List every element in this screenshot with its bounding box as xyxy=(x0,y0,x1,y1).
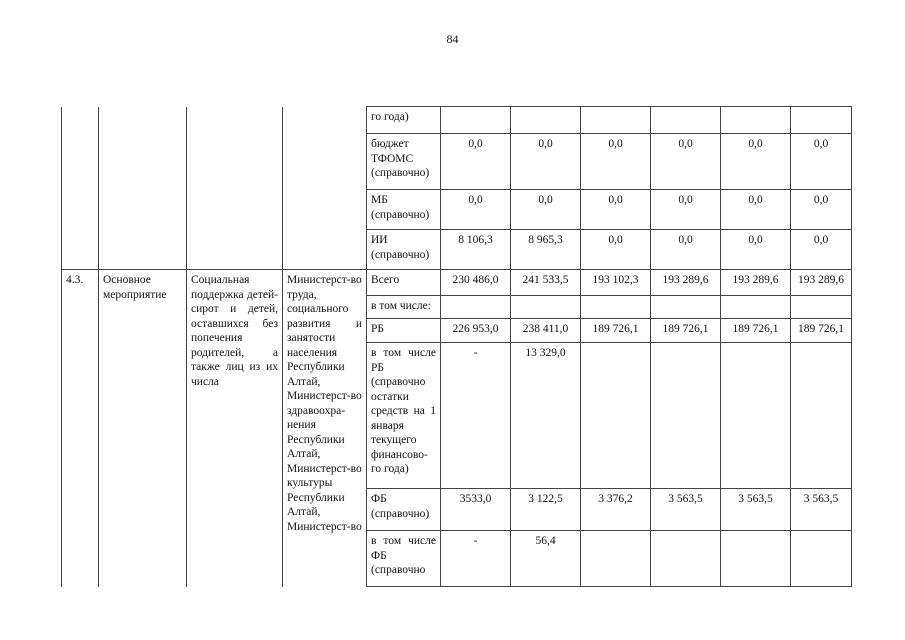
cell-value xyxy=(791,107,852,134)
cell-value: 0,0 xyxy=(721,134,791,190)
cell-value: 3 563,5 xyxy=(791,489,852,531)
measure-name: Социальная поддержка детей-сирот и детей, оставшихся без попечения родителей, а также лиц из их числа xyxy=(187,270,283,587)
cell-value xyxy=(721,531,791,587)
cell-value xyxy=(791,296,852,319)
cell-value: 3533,0 xyxy=(441,489,511,531)
table-row xyxy=(62,107,852,134)
cell-value: 8 965,3 xyxy=(511,230,581,270)
cell-source: Всего xyxy=(367,270,441,296)
cell-value xyxy=(581,296,651,319)
cell-value xyxy=(721,296,791,319)
cell-source: в том числе РБ (справочно остатки средств на 1 января текущего финансово-го года) xyxy=(367,343,441,489)
cell-value: 241 533,5 xyxy=(511,270,581,296)
cell-value: 0,0 xyxy=(721,230,791,270)
cell-value: 230 486,0 xyxy=(441,270,511,296)
cell-value: 13 329,0 xyxy=(511,343,581,489)
cell-value: 0,0 xyxy=(511,190,581,230)
measure-number: 4.3. xyxy=(62,270,99,587)
cell-value xyxy=(581,531,651,587)
cell-value: 0,0 xyxy=(651,190,721,230)
cell-value: 226 953,0 xyxy=(441,319,511,343)
cell-value xyxy=(721,107,791,134)
cell-source: в том числе: xyxy=(367,296,441,319)
cell-value: 0,0 xyxy=(581,134,651,190)
cell-value: 0,0 xyxy=(721,190,791,230)
cell-source: бюджет ТФОМС (справочно) xyxy=(367,134,441,190)
cell-value: 3 563,5 xyxy=(651,489,721,531)
cell-value xyxy=(721,343,791,489)
cell-source: МБ (справочно) xyxy=(367,190,441,230)
cell-value xyxy=(511,107,581,134)
cell-value xyxy=(441,107,511,134)
cell-value: 189 726,1 xyxy=(651,319,721,343)
cell-value: 0,0 xyxy=(511,134,581,190)
cell-type-prev xyxy=(99,107,187,270)
table-row xyxy=(62,270,852,296)
cell-value xyxy=(791,531,852,587)
measure-type: Основное мероприятие xyxy=(99,270,187,587)
cell-value: 3 376,2 xyxy=(581,489,651,531)
cell-value: - xyxy=(441,343,511,489)
cell-value: 0,0 xyxy=(791,230,852,270)
cell-value: 189 726,1 xyxy=(581,319,651,343)
cell-name-prev xyxy=(187,107,283,270)
cell-value: 0,0 xyxy=(441,190,511,230)
cell-value: 0,0 xyxy=(791,134,852,190)
cell-value xyxy=(791,343,852,489)
cell-value: 0,0 xyxy=(581,230,651,270)
cell-value xyxy=(581,107,651,134)
cell-value xyxy=(651,296,721,319)
cell-value: 56,4 xyxy=(511,531,581,587)
cell-value: 0,0 xyxy=(651,134,721,190)
cell-value xyxy=(511,296,581,319)
cell-value: - xyxy=(441,531,511,587)
page-number: 84 xyxy=(446,32,459,46)
cell-value: 193 289,6 xyxy=(721,270,791,296)
cell-source: РБ xyxy=(367,319,441,343)
cell-number-prev xyxy=(62,107,99,270)
cell-value xyxy=(651,107,721,134)
cell-value: 193 102,3 xyxy=(581,270,651,296)
cell-source: ИИ (справочно) xyxy=(367,230,441,270)
measure-executor: Министерст-во труда, социального развития и занятости населения Республики Алтай, Министерст-во здравоохра-нения Республики Алтай, Министерст-во культуры Республики Алтай, Министерст-во xyxy=(283,270,367,587)
cell-value: 0,0 xyxy=(581,190,651,230)
cell-value: 3 563,5 xyxy=(721,489,791,531)
cell-source: ФБ (справочно) xyxy=(367,489,441,531)
cell-value: 193 289,6 xyxy=(791,270,852,296)
cell-value: 0,0 xyxy=(441,134,511,190)
cell-source: го года) xyxy=(367,107,441,134)
cell-value xyxy=(441,296,511,319)
cell-source: в том числе ФБ (справочно xyxy=(367,531,441,587)
cell-value: 189 726,1 xyxy=(721,319,791,343)
cell-executor-prev xyxy=(283,107,367,270)
cell-value: 238 411,0 xyxy=(511,319,581,343)
cell-value: 0,0 xyxy=(791,190,852,230)
cell-value xyxy=(651,531,721,587)
cell-value: 189 726,1 xyxy=(791,319,852,343)
cell-value: 3 122,5 xyxy=(511,489,581,531)
cell-value: 193 289,6 xyxy=(651,270,721,296)
cell-value xyxy=(581,343,651,489)
cell-value: 0,0 xyxy=(651,230,721,270)
cell-value xyxy=(651,343,721,489)
cell-value: 8 106,3 xyxy=(441,230,511,270)
budget-table xyxy=(61,106,852,587)
